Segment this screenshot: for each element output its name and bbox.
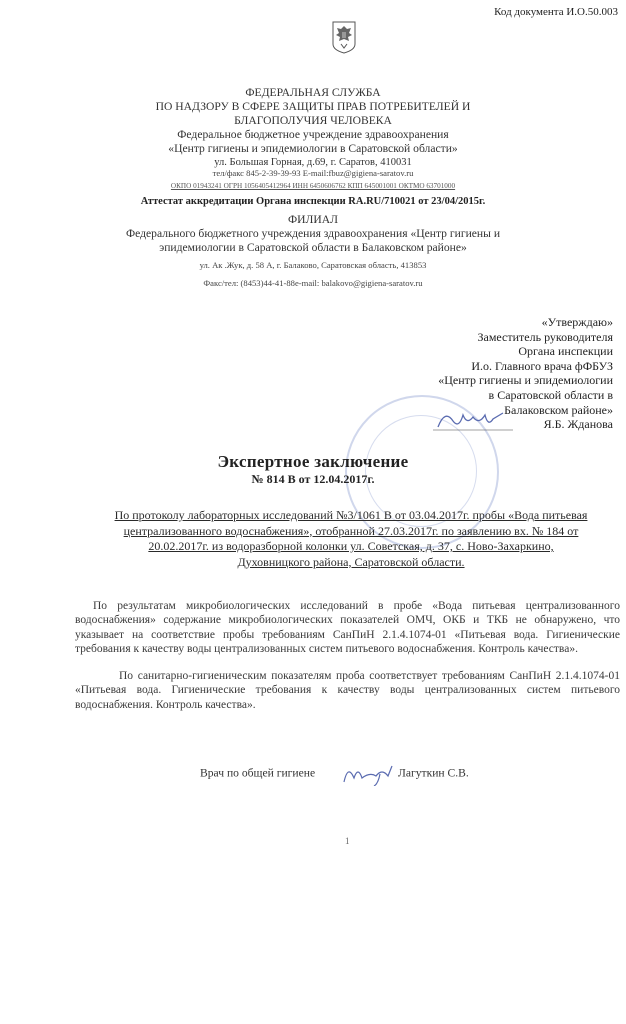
branch-address: ул. Ак .Жук, д. 58 А, г. Балаково, Саратовская область, 413853 xyxy=(199,260,427,270)
branch-contacts: Факс/тел: (8453)44-41-88e-mail: balakovo@gigiena-saratov.ru xyxy=(203,278,423,288)
institution-contacts: тел/факс 845-2-39-39-93 E-mail:fbuz@gigiena-saratov.ru xyxy=(212,168,414,178)
approval-signature-line xyxy=(323,417,613,432)
doctor-signature-line xyxy=(200,762,469,786)
document-code: Код документа И.О.50.003 xyxy=(494,6,618,18)
approval-line: Балаковском районе» xyxy=(504,402,613,417)
service-name-line1: ФЕДЕРАЛЬНАЯ СЛУЖБА xyxy=(245,86,381,99)
approval-block xyxy=(323,315,613,432)
doctor-name: Лагуткин С.В. xyxy=(397,766,469,780)
approval-line: Органа инспекции xyxy=(518,344,613,359)
approval-line: «Утверждаю» xyxy=(541,315,613,329)
protocol-line: Духовницкого района, Саратовской области. xyxy=(237,554,465,569)
institution-requisites: ОКПО 01943241 ОГРН 1056405412964 ИНН 6450606762 КПП 645001001 ОКТМО 63701000 xyxy=(170,182,456,190)
accreditation-certificate: Аттестат аккредитации Органа инспекции RA.RU/710021 от 23/04/2015г. xyxy=(140,196,486,207)
protocol-reference xyxy=(85,508,617,570)
conclusion-title: Экспертное заключение xyxy=(217,452,409,471)
branch-title: ФИЛИАЛ xyxy=(287,213,338,226)
handwritten-signature-icon xyxy=(340,762,395,786)
sanitary-paragraph: По санитарно-гигиеническим показателям проба соответствует требованиям СанПиН 2.1.4.1074-01 «Питьевая вода. Гигиенические требования к качеству воды централизованных систем питьевого водоснабжения. Контроль качества». xyxy=(75,670,620,711)
institution-line2: «Центр гигиены и эпидемиологии в Саратовской области» xyxy=(168,142,458,155)
russian-coat-of-arms-icon xyxy=(331,20,357,54)
institution-line1: Федеральное бюджетное учреждение здравоохранения xyxy=(177,128,449,141)
branch-line1: Федерального бюджетного учреждения здравоохранения «Центр гигиены и xyxy=(125,227,501,240)
doctor-position: Врач по общей гигиене xyxy=(200,766,316,780)
conclusion-number: № 814 В от 12.04.2017г. xyxy=(251,472,375,486)
page-number: 1 xyxy=(345,836,350,846)
approval-line: И.о. Главного врача фФБУЗ xyxy=(471,358,613,373)
protocol-line: централизованного водоснабжения», отобранной 27.03.2017г. по заявлению вх. № 184 от xyxy=(123,523,579,538)
service-name-line3: БЛАГОПОЛУЧИЯ ЧЕЛОВЕКА xyxy=(234,114,392,127)
handwritten-signature-icon xyxy=(433,407,513,433)
approval-line: «Центр гигиены и эпидемиологии xyxy=(438,373,613,388)
microbiology-paragraph: По результатам микробиологических исследований в пробе «Вода питьевая централизованного водоснабжения» содержание микробиологических показателей ОМЧ, ОКБ и ТКБ не обнаружено, что указывает на соответствие пробы требованиям СанПиН 2.1.4.1074-01 «Питьевая вода. Гигиенические требования к качеству воды централизованных систем питьевого водоснабжения. Контроль качества». xyxy=(75,600,620,655)
approval-line: в Саратовской области в xyxy=(488,387,613,402)
approval-line: Заместитель руководителя xyxy=(477,329,613,344)
protocol-line: 20.02.2017г. из водоразборной колонки ул. Советская, д. 37, с. Ново-Захаркино, xyxy=(148,539,554,553)
protocol-line: По протоколу лабораторных исследований №3/1061 В от 03.04.2017г. пробы «Вода питьевая xyxy=(114,508,588,522)
approval-signatory: Я.Б. Жданова xyxy=(543,417,613,432)
institution-address: ул. Большая Горная, д.69, г. Саратов, 410031 xyxy=(214,157,412,168)
branch-line2: эпидемиологии в Саратовской области в Балаковском районе» xyxy=(159,241,467,254)
service-name-line2: ПО НАДЗОРУ В СФЕРЕ ЗАЩИТЫ ПРАВ ПОТРЕБИТЕЛЕЙ И xyxy=(155,100,471,113)
